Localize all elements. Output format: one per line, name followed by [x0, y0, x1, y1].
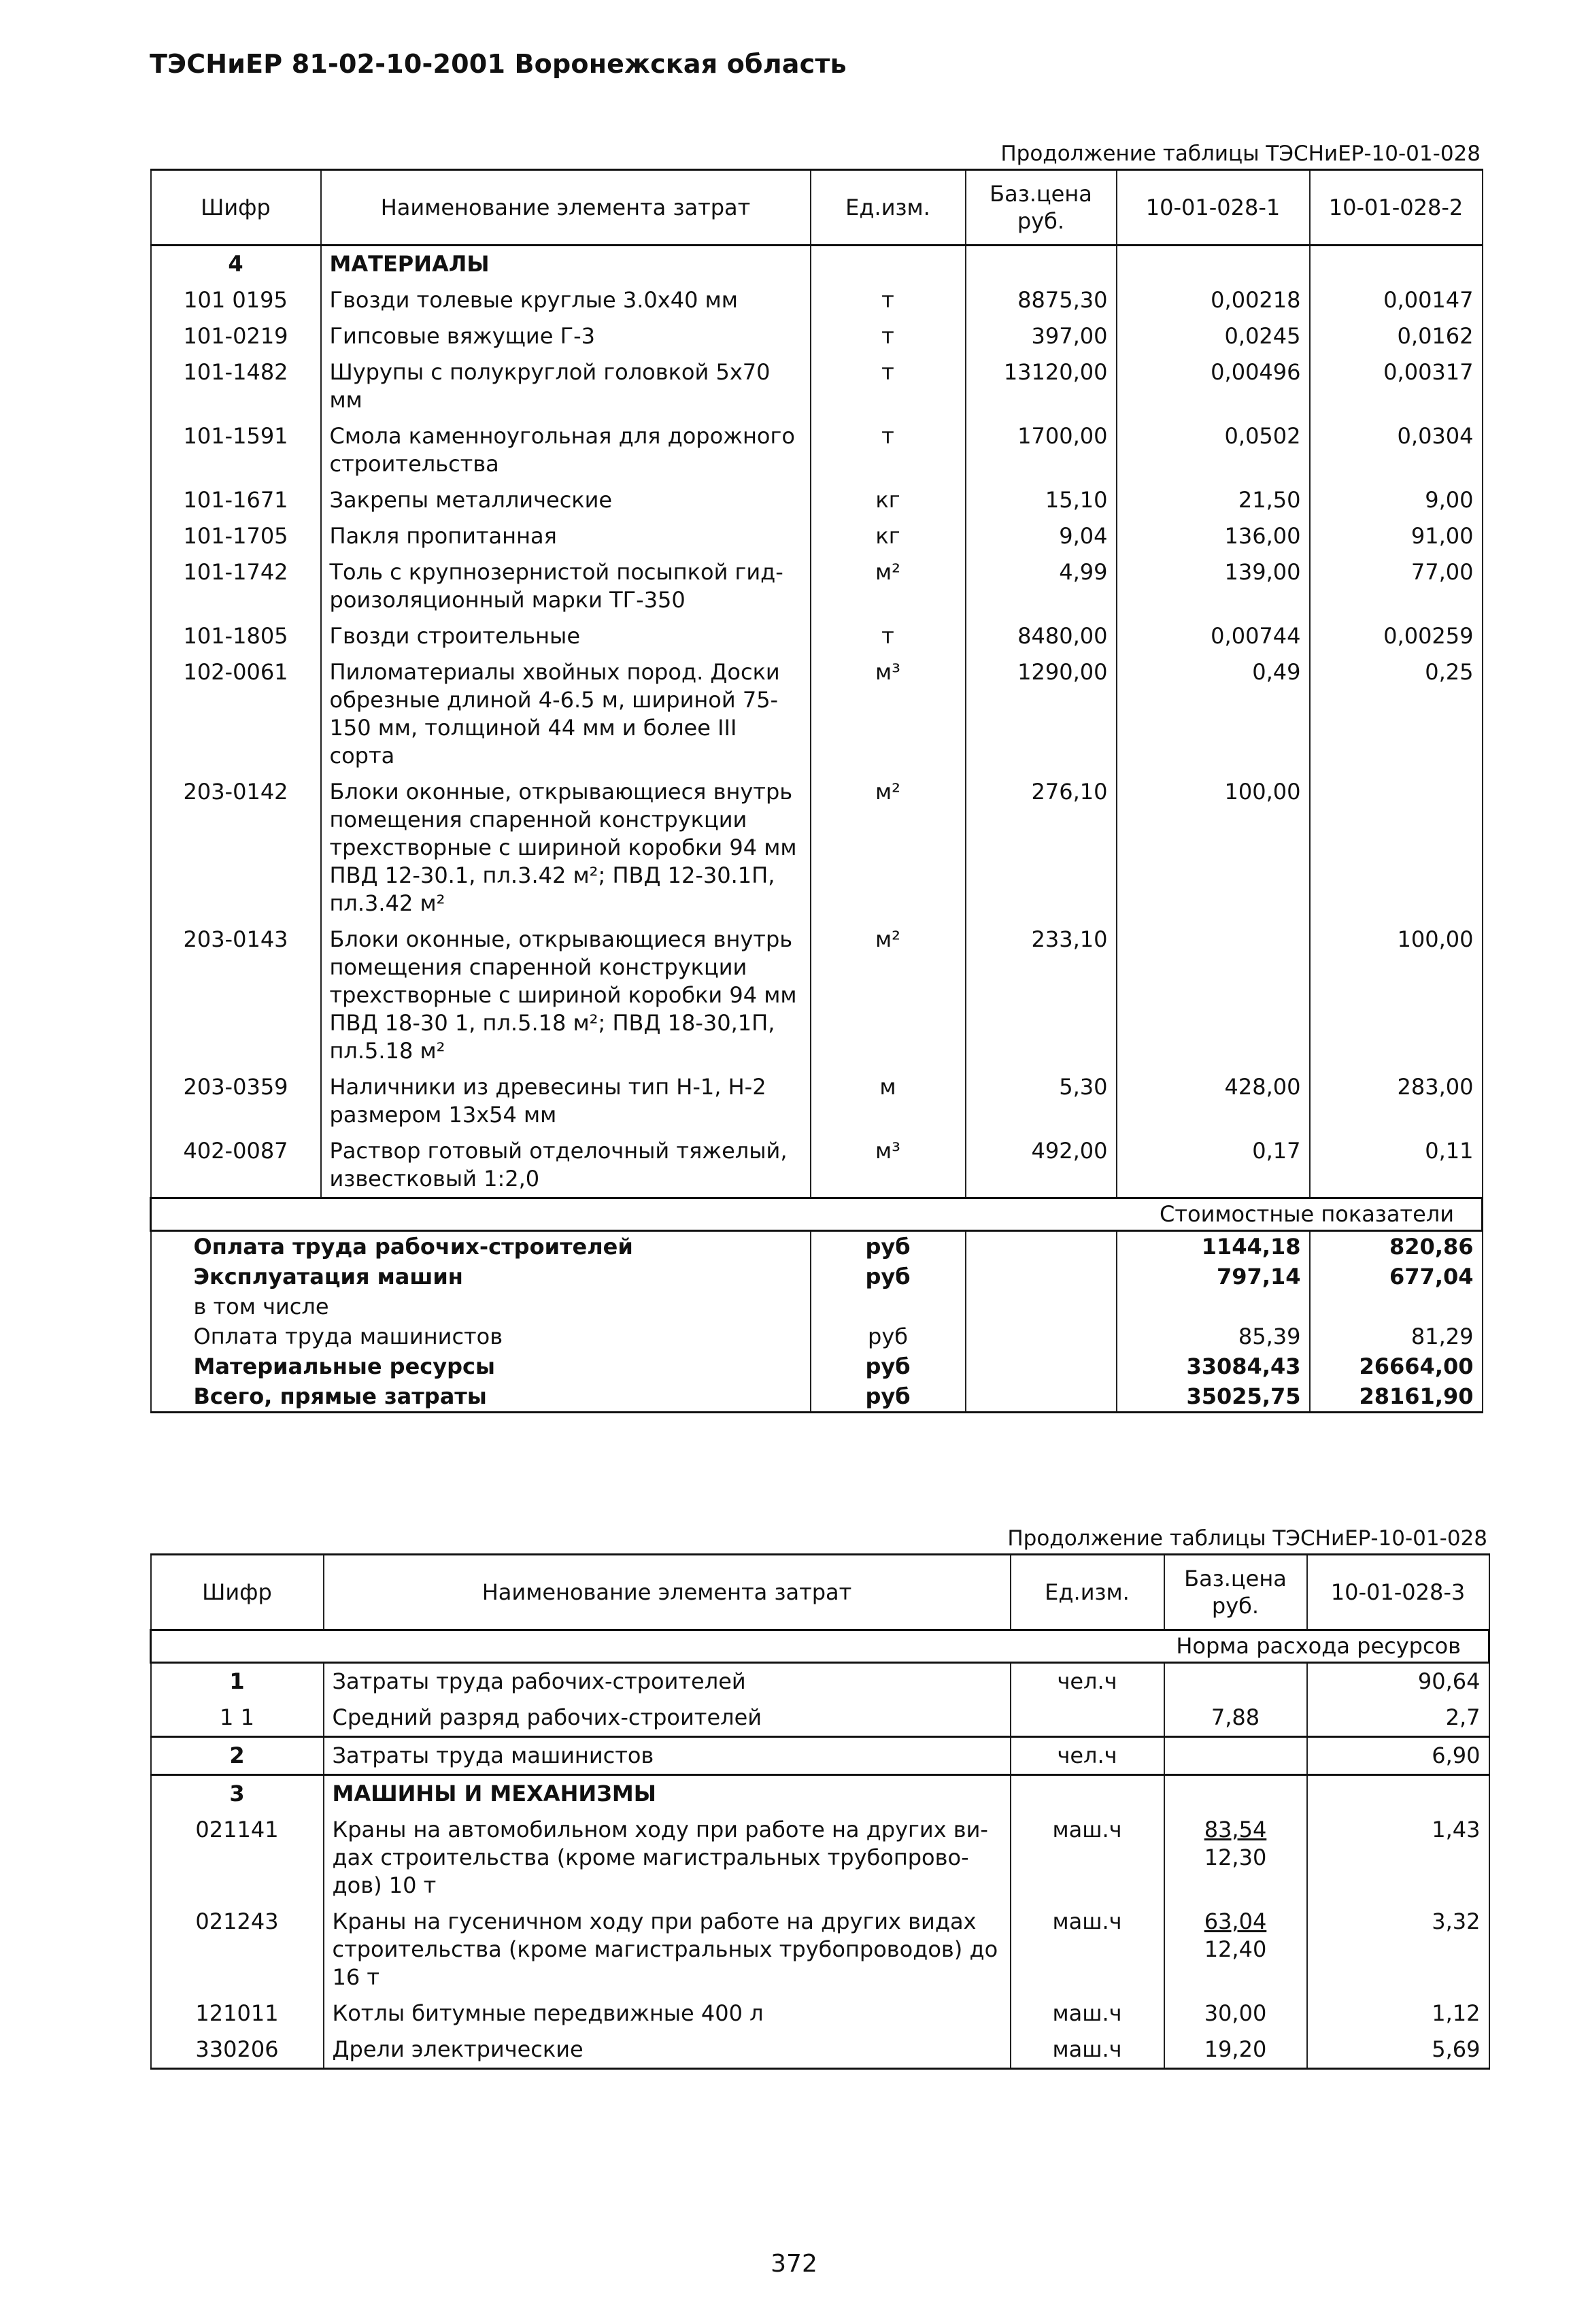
resource-name: Шурупы с полукруглой головкой 5х70 мм [321, 354, 811, 418]
summary-value-1 [1117, 1292, 1310, 1321]
resource-base-price [1164, 1904, 1307, 1995]
table-row [151, 1995, 1489, 2032]
summary-unit: руб [811, 1231, 966, 1262]
resource-name: Толь с крупнозернистой посыпкой гид-роизоляционный марки ТГ-350 [321, 554, 811, 618]
resource-code: 330206 [151, 2032, 324, 2069]
cost-caption: Стоимостные показатели [151, 1198, 1483, 1231]
resource-unit [1011, 1775, 1164, 1813]
table2-continuation-label: Продолжение таблицы ТЭСНиЕР-10-01-028 [1007, 1526, 1487, 1551]
base-price-value: 7,88 [1211, 1704, 1260, 1730]
resource-code: 203-0143 [151, 922, 321, 1069]
col-header-base-price: Баз.цена руб. [1164, 1555, 1307, 1630]
resource-name: Гипсовые вяжущие Г-3 [321, 318, 811, 354]
summary-row [151, 1351, 1483, 1381]
resource-name: Котлы битумные передвижные 400 л [324, 1995, 1011, 2032]
resource-unit: чел.ч [1011, 1663, 1164, 1700]
summary-row [151, 1231, 1483, 1262]
summary-row [151, 1321, 1483, 1351]
summary-value-2: 26664,00 [1310, 1351, 1483, 1381]
resource-base-price: 1290,00 [966, 654, 1117, 774]
table-row [151, 654, 1483, 774]
col-header-code: Шифр [151, 170, 321, 246]
norm-caption: Норма расхода ресурсов [151, 1630, 1489, 1663]
resource-code: 101-1805 [151, 618, 321, 654]
summary-name: Оплата труда машинистов [151, 1321, 811, 1351]
norm-value-2: 0,11 [1310, 1133, 1483, 1198]
resource-base-price [1164, 1737, 1307, 1775]
summary-empty [966, 1231, 1117, 1262]
table-row [151, 318, 1483, 354]
norm-value-2: 100,00 [1310, 922, 1483, 1069]
resource-code: 102-0061 [151, 654, 321, 774]
resource-base-price [1164, 2032, 1307, 2069]
resource-base-price [1164, 1995, 1307, 2032]
col-header-norm-1: 10-01-028-1 [1117, 170, 1310, 246]
resource-unit [1011, 1700, 1164, 1737]
resource-table-1 [150, 169, 1483, 1413]
col-header-norm-3: 10-01-028-3 [1307, 1555, 1489, 1630]
resource-unit: т [811, 318, 966, 354]
summary-unit: руб [811, 1321, 966, 1351]
summary-row [151, 1381, 1483, 1413]
norm-value-1: 100,00 [1117, 774, 1310, 922]
summary-row [151, 1292, 1483, 1321]
summary-unit: руб [811, 1262, 966, 1292]
norm-value-3: 1,43 [1307, 1812, 1489, 1904]
summary-name: Всего, прямые затраты [151, 1381, 811, 1413]
resource-unit: м² [811, 554, 966, 618]
table-row [151, 282, 1483, 318]
resource-base-price [1164, 1663, 1307, 1700]
section-name: МАТЕРИАЛЫ [321, 246, 811, 283]
resource-code: 121011 [151, 1995, 324, 2032]
summary-value-2 [1310, 1292, 1483, 1321]
norm-value-1: 0,00744 [1117, 618, 1310, 654]
norm-caption-row [151, 1630, 1489, 1663]
resource-name: Раствор готовый отделочный тяжелый, известковый 1:2,0 [321, 1133, 811, 1198]
summary-name: Материальные ресурсы [151, 1351, 811, 1381]
norm-value-1 [1117, 922, 1310, 1069]
resource-base-price: 9,04 [966, 518, 1117, 554]
norm-value-2: 9,00 [1310, 482, 1483, 518]
resource-name: Гвозди толевые круглые 3.0х40 мм [321, 282, 811, 318]
norm-value-1: 0,0502 [1117, 418, 1310, 482]
resource-code: 3 [151, 1775, 324, 1813]
norm-value-2: 91,00 [1310, 518, 1483, 554]
resource-base-price: 8480,00 [966, 618, 1117, 654]
resource-unit: м³ [811, 1133, 966, 1198]
resource-name: Блоки оконные, открывающиеся внутрь помещения спаренной конструкции трехстворные с шириной коробки 94 мм ПВД 18-30 1, пл.5.18 м²; ПВД 18-30,1П, пл.5.18 м² [321, 922, 811, 1069]
norm-value-3 [1307, 1775, 1489, 1813]
resource-base-price: 4,99 [966, 554, 1117, 618]
table1-header-row [151, 170, 1483, 246]
summary-row [151, 1262, 1483, 1292]
norm-value-1: 0,00218 [1117, 282, 1310, 318]
cost-caption-row [151, 1198, 1483, 1231]
resource-unit: м³ [811, 654, 966, 774]
resource-code: 101-0219 [151, 318, 321, 354]
summary-unit [811, 1292, 966, 1321]
resource-code: 203-0359 [151, 1069, 321, 1133]
table-row [151, 922, 1483, 1069]
resource-code: 101-1482 [151, 354, 321, 418]
resource-name: Затраты труда машинистов [324, 1737, 1011, 1775]
table-row [151, 2032, 1489, 2069]
summary-value-2: 28161,90 [1310, 1381, 1483, 1413]
norm-value-1: 21,50 [1117, 482, 1310, 518]
resource-unit: т [811, 418, 966, 482]
norm-value-1: 0,17 [1117, 1133, 1310, 1198]
norm-value-3: 90,64 [1307, 1663, 1489, 1700]
col-header-name: Наименование элемента затрат [324, 1555, 1011, 1630]
col-header-name: Наименование элемента затрат [321, 170, 811, 246]
summary-value-1: 1144,18 [1117, 1231, 1310, 1262]
base-price-value: 19,20 [1204, 2036, 1267, 2062]
table1-continuation-label: Продолжение таблицы ТЭСНиЕР-10-01-028 [1000, 141, 1481, 166]
summary-value-1: 85,39 [1117, 1321, 1310, 1351]
norm-value-2 [1310, 774, 1483, 922]
base-price-value: 63,04 [1204, 1908, 1267, 1934]
resource-name: Закрепы металлические [321, 482, 811, 518]
resource-base-price: 1700,00 [966, 418, 1117, 482]
resource-code: 021243 [151, 1904, 324, 1995]
summary-empty [966, 1262, 1117, 1292]
resource-code: 101-1705 [151, 518, 321, 554]
table-row [151, 1069, 1483, 1133]
table-row [151, 554, 1483, 618]
summary-empty [966, 1381, 1117, 1413]
col-header-code: Шифр [151, 1555, 324, 1630]
resource-unit: маш.ч [1011, 1995, 1164, 2032]
resource-base-price: 8875,30 [966, 282, 1117, 318]
summary-empty [966, 1351, 1117, 1381]
resource-unit: чел.ч [1011, 1737, 1164, 1775]
summary-value-2: 81,29 [1310, 1321, 1483, 1351]
resource-unit: м² [811, 774, 966, 922]
table-row [151, 1700, 1489, 1737]
summary-value-2: 677,04 [1310, 1262, 1483, 1292]
resource-name: Наличники из древесины тип Н-1, Н-2 размером 13х54 мм [321, 1069, 811, 1133]
resource-base-price [1164, 1700, 1307, 1737]
resource-unit: т [811, 282, 966, 318]
resource-name: Блоки оконные, открывающиеся внутрь помещения спаренной конструкции трехстворные с шириной коробки 94 мм ПВД 12-30.1, пл.3.42 м²; ПВД 12-30.1П, пл.3.42 м² [321, 774, 811, 922]
resource-unit: маш.ч [1011, 1904, 1164, 1995]
section-row [151, 246, 1483, 283]
resource-name: Затраты труда рабочих-строителей [324, 1663, 1011, 1700]
col-header-norm-2: 10-01-028-2 [1310, 170, 1483, 246]
table-row [151, 1663, 1489, 1700]
norm-value-1: 0,0245 [1117, 318, 1310, 354]
resource-base-price: 15,10 [966, 482, 1117, 518]
summary-name: Эксплуатация машин [151, 1262, 811, 1292]
resource-unit: м² [811, 922, 966, 1069]
summary-value-1: 35025,75 [1117, 1381, 1310, 1413]
norm-value-2: 283,00 [1310, 1069, 1483, 1133]
resource-code: 021141 [151, 1812, 324, 1904]
resource-code: 101-1591 [151, 418, 321, 482]
table-row [151, 774, 1483, 922]
summary-name: в том числе [151, 1292, 811, 1321]
resource-unit: т [811, 618, 966, 654]
summary-value-1: 797,14 [1117, 1262, 1310, 1292]
norm-value-2: 0,25 [1310, 654, 1483, 774]
summary-value-2: 820,86 [1310, 1231, 1483, 1262]
resource-code: 402-0087 [151, 1133, 321, 1198]
table-row [151, 1904, 1489, 1995]
col-header-unit: Ед.изм. [811, 170, 966, 246]
section-code: 4 [151, 246, 321, 283]
table-row [151, 1133, 1483, 1198]
resource-name: МАШИНЫ И МЕХАНИЗМЫ [324, 1775, 1011, 1813]
norm-value-2: 0,0304 [1310, 418, 1483, 482]
resource-name: Пакля пропитанная [321, 518, 811, 554]
base-price-value: 83,54 [1204, 1817, 1267, 1842]
resource-unit: маш.ч [1011, 1812, 1164, 1904]
resource-base-price: 233,10 [966, 922, 1117, 1069]
summary-unit: руб [811, 1351, 966, 1381]
base-price-value: 30,00 [1204, 2000, 1267, 2026]
resource-name: Краны на автомобильном ходу при работе на других ви-дах строительства (кроме магистральных трубопрово-дов) 10 т [324, 1812, 1011, 1904]
norm-value-1: 139,00 [1117, 554, 1310, 618]
resource-code: 101-1671 [151, 482, 321, 518]
table-row [151, 1812, 1489, 1904]
resource-unit: кг [811, 518, 966, 554]
page-title: ТЭСНиЕР 81-02-10-2001 Воронежская область [150, 49, 847, 79]
col-header-base-price: Баз.цена руб. [966, 170, 1117, 246]
resource-name: Гвозди строительные [321, 618, 811, 654]
base-price-operator-wage: 12,30 [1204, 1845, 1267, 1870]
table-row [151, 354, 1483, 418]
resource-base-price: 492,00 [966, 1133, 1117, 1198]
table-row [151, 618, 1483, 654]
resource-code: 1 1 [151, 1700, 324, 1737]
resource-base-price [1164, 1812, 1307, 1904]
norm-value-3: 2,7 [1307, 1700, 1489, 1737]
norm-value-1: 428,00 [1117, 1069, 1310, 1133]
norm-value-3: 1,12 [1307, 1995, 1489, 2032]
summary-unit: руб [811, 1381, 966, 1413]
resource-base-price: 5,30 [966, 1069, 1117, 1133]
norm-value-3: 3,32 [1307, 1904, 1489, 1995]
table-row [151, 418, 1483, 482]
norm-value-2: 0,00259 [1310, 618, 1483, 654]
resource-code: 2 [151, 1737, 324, 1775]
norm-value-3: 6,90 [1307, 1737, 1489, 1775]
norm-value-2: 0,0162 [1310, 318, 1483, 354]
resource-table-2 [150, 1553, 1490, 2070]
table-row [151, 1737, 1489, 1775]
norm-value-3: 5,69 [1307, 2032, 1489, 2069]
resource-base-price: 397,00 [966, 318, 1117, 354]
resource-unit: кг [811, 482, 966, 518]
norm-value-1: 0,00496 [1117, 354, 1310, 418]
resource-code: 101 0195 [151, 282, 321, 318]
resource-name: Пиломатериалы хвойных пород. Доски обрезные длиной 4-6.5 м, шириной 75-150 мм, толщиной 44 мм и более III сорта [321, 654, 811, 774]
summary-value-1: 33084,43 [1117, 1351, 1310, 1381]
resource-code: 101-1742 [151, 554, 321, 618]
norm-value-1: 136,00 [1117, 518, 1310, 554]
resource-unit: маш.ч [1011, 2032, 1164, 2069]
resource-base-price: 276,10 [966, 774, 1117, 922]
base-price-operator-wage: 12,40 [1204, 1936, 1267, 1962]
resource-name: Краны на гусеничном ходу при работе на других видах строительства (кроме магистральных трубопроводов) до 16 т [324, 1904, 1011, 1995]
table-row [151, 1775, 1489, 1813]
resource-name: Смола каменноугольная для дорожного строительства [321, 418, 811, 482]
resource-code: 1 [151, 1663, 324, 1700]
summary-empty [966, 1321, 1117, 1351]
summary-name: Оплата труда рабочих-строителей [151, 1231, 811, 1262]
resource-base-price [1164, 1775, 1307, 1813]
norm-value-2: 77,00 [1310, 554, 1483, 618]
table-row [151, 518, 1483, 554]
col-header-unit: Ед.изм. [1011, 1555, 1164, 1630]
resource-unit: м [811, 1069, 966, 1133]
table2-header-row [151, 1555, 1489, 1630]
norm-value-2: 0,00317 [1310, 354, 1483, 418]
page-number: 372 [771, 2250, 817, 2278]
table-row [151, 482, 1483, 518]
resource-code: 203-0142 [151, 774, 321, 922]
resource-name: Средний разряд рабочих-строителей [324, 1700, 1011, 1737]
summary-empty [966, 1292, 1117, 1321]
resource-base-price: 13120,00 [966, 354, 1117, 418]
resource-name: Дрели электрические [324, 2032, 1011, 2069]
norm-value-1: 0,49 [1117, 654, 1310, 774]
resource-unit: т [811, 354, 966, 418]
norm-value-2: 0,00147 [1310, 282, 1483, 318]
